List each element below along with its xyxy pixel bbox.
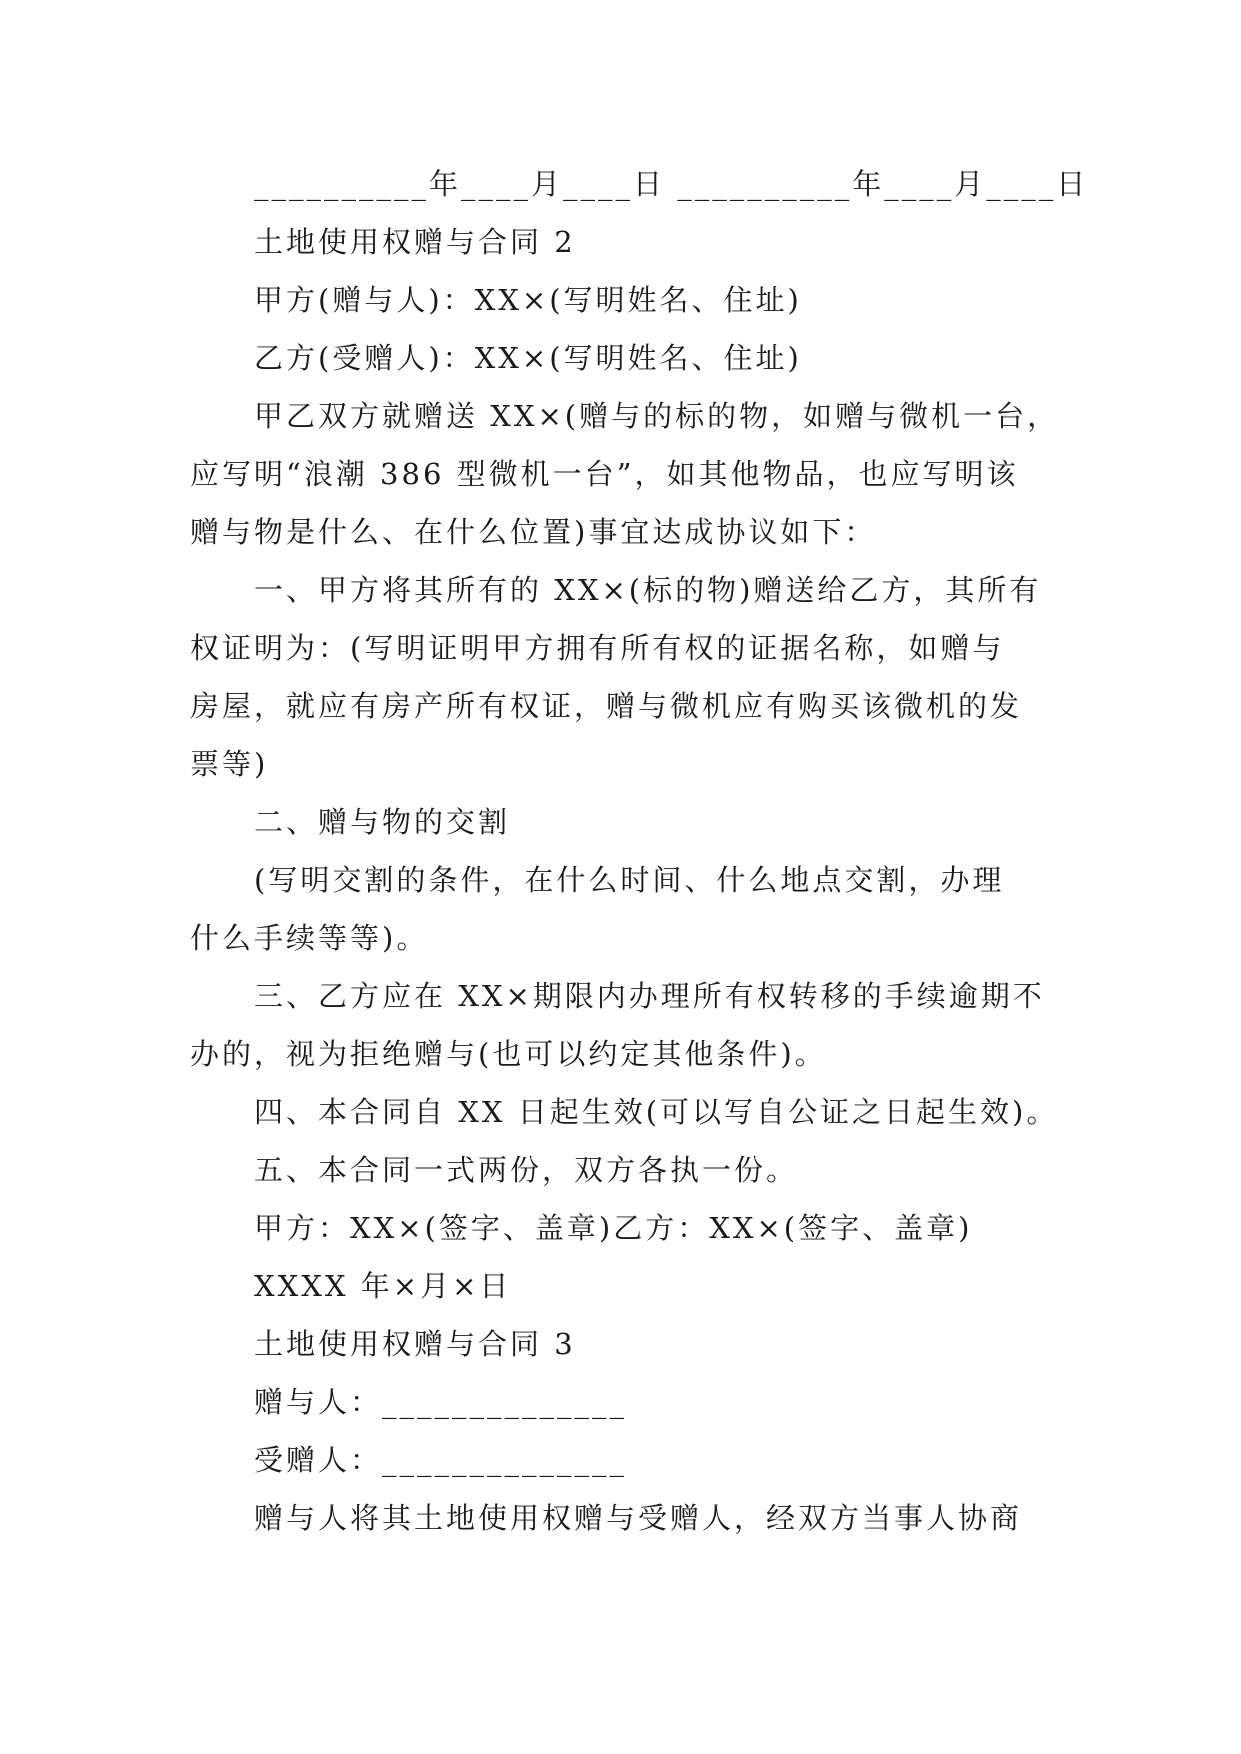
party-a-line: 甲方(赠与人)：XX×(写明姓名、住址) <box>254 283 802 317</box>
clause-2-heading: 二、赠与物的交割 <box>254 805 511 839</box>
clause-3-line: 办的，视为拒绝赠与(也可以约定其他条件)。 <box>190 1037 827 1071</box>
paragraph-line: 赠与物是什么、在什么位置)事宜达成协议如下： <box>190 515 877 549</box>
date-signature-line: __________年____月____日 __________年____月____日 <box>254 167 1089 201</box>
clause-1-line: 权证明为：(写明证明甲方拥有所有权的证据名称，如赠与 <box>190 631 1005 665</box>
clause-1-line: 房屋，就应有房产所有权证，赠与微机应有购买该微机的发 <box>190 689 1023 723</box>
donee-field-line: 受赠人：______________ <box>254 1443 628 1477</box>
signature-line: 甲方：XX×(签字、盖章)乙方：XX×(签字、盖章) <box>254 1211 973 1245</box>
clause-5-line: 五、本合同一式两份，双方各执一份。 <box>254 1153 799 1187</box>
clause-2-line: (写明交割的条件，在什么时间、什么地点交割，办理 <box>254 863 1005 897</box>
clause-1-line: 票等) <box>190 747 269 781</box>
paragraph-line: 应写明“浪潮 386 型微机一台”，如其他物品，也应写明该 <box>190 457 1019 491</box>
paragraph-line: 赠与人将其土地使用权赠与受赠人，经双方当事人协商 <box>254 1501 1023 1535</box>
donor-field-line: 赠与人：______________ <box>254 1385 628 1419</box>
section-heading-3: 土地使用权赠与合同 3 <box>254 1327 576 1361</box>
party-b-line: 乙方(受赠人)：XX×(写明姓名、住址) <box>254 341 802 375</box>
date-line: XXXX 年×月×日 <box>254 1269 512 1303</box>
clause-2-line: 什么手续等等)。 <box>190 921 429 955</box>
clause-3-line: 三、乙方应在 XX×期限内办理所有权转移的手续逾期不 <box>254 979 1045 1013</box>
section-heading-2: 土地使用权赠与合同 2 <box>254 225 576 259</box>
clause-1-line: 一、甲方将其所有的 XX×(标的物)赠送给乙方，其所有 <box>254 573 1042 607</box>
paragraph-line: 甲乙双方就赠送 XX×(赠与的标的物，如赠与微机一台， <box>254 399 1060 433</box>
clause-4-line: 四、本合同自 XX 日起生效(可以写自公证之日起生效)。 <box>254 1095 1059 1129</box>
